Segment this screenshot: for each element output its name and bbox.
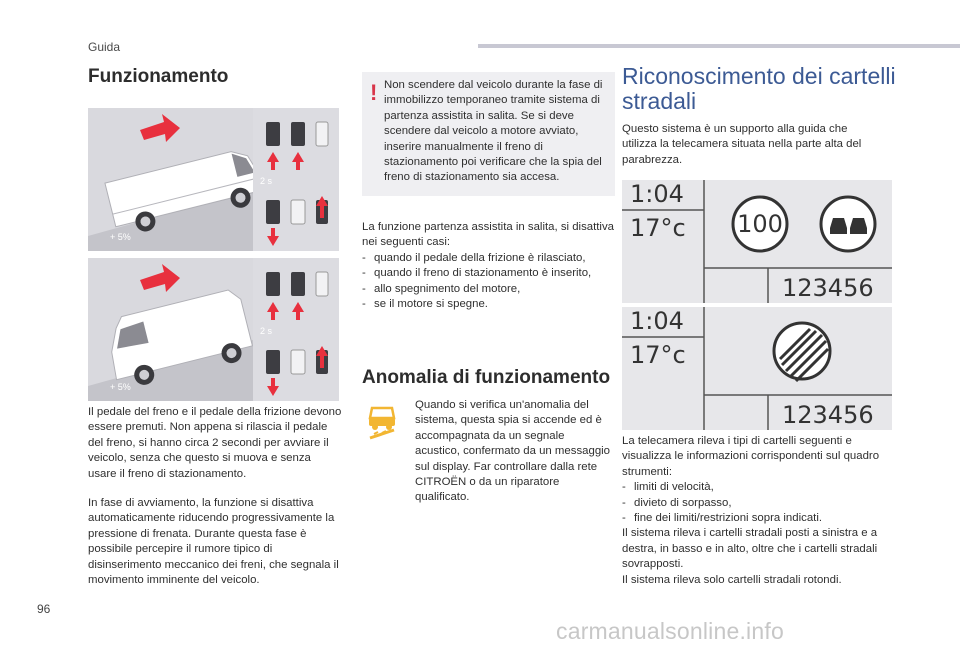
slope-label: + 5% bbox=[110, 232, 131, 242]
list-item: - limiti di velocità, bbox=[622, 480, 886, 495]
detection-list bbox=[622, 480, 886, 526]
time-label: 2 s bbox=[260, 326, 273, 336]
title-anomalia: Anomalia di funzionamento bbox=[362, 367, 611, 388]
figure-van-slope-1 bbox=[88, 108, 339, 251]
temperature-readout: 17°c bbox=[630, 214, 686, 242]
time-label: 2 s bbox=[260, 176, 273, 186]
detection-outro-1: Il sistema rileva i cartelli stradali posti a sinistra e a destra, in basso e in alto, oltre che i cartelli stradali sovrapposti. bbox=[622, 527, 878, 571]
detection-outro-2: Il sistema rileva solo cartelli stradali rotondi. bbox=[622, 573, 842, 586]
speed-limit-value: 100 bbox=[737, 210, 783, 238]
deactivation-list bbox=[362, 251, 616, 313]
odometer-readout: 123456 bbox=[782, 274, 874, 302]
deactivation-intro: La funzione partenza assistita in salita, si disattiva nei seguenti casi: bbox=[362, 221, 614, 249]
paragraph-intro: Questo sistema è un supporto alla guida che utilizza la telecamera situata nella parte alta del parabrezza. bbox=[622, 123, 862, 166]
detection-intro: La telecamera rileva i tipi di cartelli seguenti e visualizza le informazioni corrispondenti sul quadro strumenti: bbox=[622, 435, 880, 478]
paragraph-pedals: Il pedale del freno e il pedale della frizione devono essere premuti. Non appena si rilascia il pedale del freno, si hanno circa 2 secondi per avviare il veicolo, senza che questo si muova e senza usare il freno di stazionamento. bbox=[88, 406, 342, 480]
deactivation-block bbox=[362, 220, 616, 312]
clock-readout: 1:04 bbox=[630, 307, 684, 335]
detection-block bbox=[622, 434, 886, 588]
section-label: Guida bbox=[88, 40, 121, 54]
list-item: - se il motore si spegne. bbox=[362, 297, 616, 312]
temperature-readout: 17°c bbox=[630, 341, 686, 369]
header-bar bbox=[478, 44, 960, 48]
figure-van-slope-2 bbox=[88, 258, 339, 401]
cluster-display-1 bbox=[622, 180, 892, 303]
list-item: - quando il freno di stazionamento è inserito, bbox=[362, 266, 616, 281]
warning-text: Non scendere dal veicolo durante la fase di immobilizzo temporaneo tramite sistema di partenza assistita in salita. Se si deve scendere dal veicolo a motore avviato, inserire manualmente il freno di stazionamento poi verificare che la spia del freno di stazionamento sia accesa. bbox=[384, 79, 603, 184]
paragraph-startup: In fase di avviamento, la funzione si disattiva automaticamente riducendo progressivamente la pressione di frenata. Durante questa fase è possibile percepire il rumore tipico di disinserimento meccanico dei freni, che segnala il movimento imminente del veicolo. bbox=[88, 497, 339, 587]
list-item: - allo spegnimento del motore, bbox=[362, 282, 616, 297]
hill-assist-warning-icon bbox=[366, 404, 398, 440]
watermark: carmanualsonline.info bbox=[556, 618, 784, 644]
slope-label: + 5% bbox=[110, 382, 131, 392]
clock-readout: 1:04 bbox=[630, 180, 684, 208]
odometer-readout: 123456 bbox=[782, 401, 874, 429]
exclamation-icon: ! bbox=[370, 80, 378, 105]
list-item: - quando il pedale della frizione è rilasciato, bbox=[362, 251, 616, 266]
title-funzionamento: Funzionamento bbox=[88, 66, 229, 87]
page-number: 96 bbox=[37, 602, 51, 616]
anomaly-text: Quando si verifica un'anomalia del sistema, questa spia si accende ed è accompagnata da un segnale acustico, confermato da un messaggio sul display. Far controllare dalla rete CITROËN o da un riparatore qualificato. bbox=[415, 399, 611, 504]
title-riconoscimento: Riconoscimento dei cartelli stradali bbox=[622, 63, 896, 114]
cluster-display-2 bbox=[622, 307, 892, 430]
list-item: - fine dei limiti/restrizioni sopra indicati. bbox=[622, 511, 886, 526]
list-item: - divieto di sorpasso, bbox=[622, 496, 886, 511]
